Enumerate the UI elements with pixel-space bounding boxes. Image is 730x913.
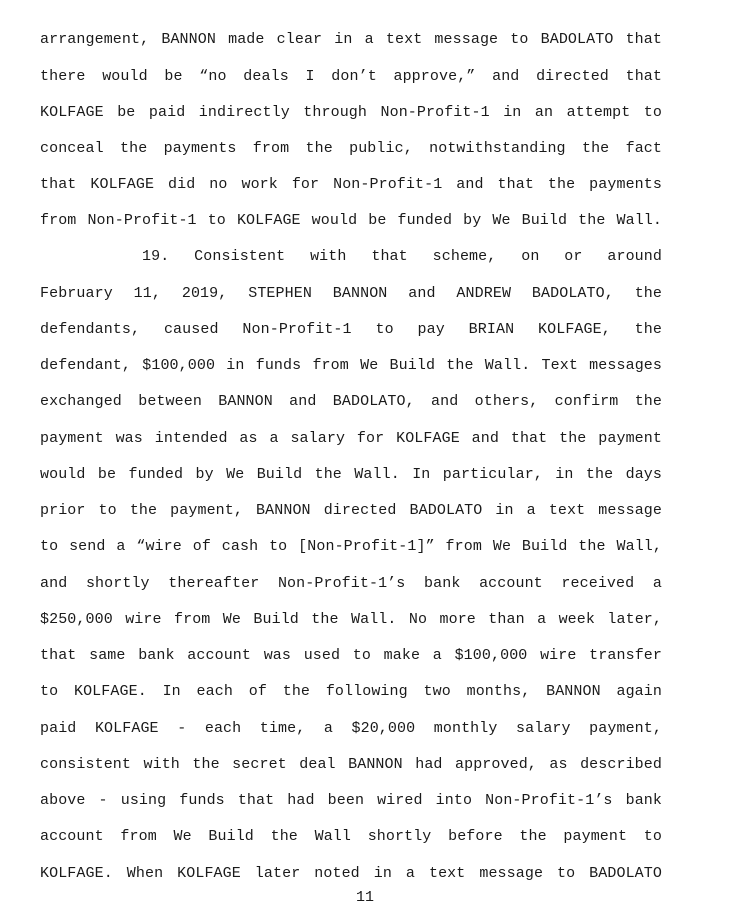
text-line: and shortly thereafter Non-Profit-1’s bank account received a (40, 575, 662, 592)
text-line: to send a “wire of cash to [Non-Profit-1]” from We Build the Wall, (40, 538, 662, 555)
text-line: would be funded by We Build the Wall. In particular, in the days (40, 466, 662, 483)
text-line: defendants, caused Non-Profit-1 to pay BRIAN KOLFAGE, the (40, 321, 662, 338)
text-line: KOLFAGE. When KOLFAGE later noted in a text message to BADOLATO (40, 865, 662, 882)
text-line: above - using funds that had been wired into Non-Profit-1’s bank (40, 792, 662, 809)
text-line: payment was intended as a salary for KOLFAGE and that the payment (40, 430, 662, 447)
text-line: consistent with the secret deal BANNON had approved, as described (40, 756, 662, 773)
text-line: prior to the payment, BANNON directed BADOLATO in a text message (40, 502, 662, 519)
text-line: that same bank account was used to make a $100,000 wire transfer (40, 647, 662, 664)
text-line: exchanged between BANNON and BADOLATO, and others, confirm the (40, 393, 662, 410)
text-line: that KOLFAGE did no work for Non-Profit-1 and that the payments (40, 176, 662, 193)
text-line: conceal the payments from the public, notwithstanding the fact (40, 140, 662, 157)
text-line: February 11, 2019, STEPHEN BANNON and ANDREW BADOLATO, the (40, 285, 662, 302)
text-line: account from We Build the Wall shortly before the payment to (40, 828, 662, 845)
text-line: $250,000 wire from We Build the Wall. No more than a week later, (40, 611, 662, 628)
page-number: 11 (355, 889, 374, 906)
text-line: there would be “no deals I don’t approve,” and directed that (40, 68, 662, 85)
text-line: defendant, $100,000 in funds from We Build the Wall. Text messages (40, 357, 662, 374)
text-line: KOLFAGE be paid indirectly through Non-Profit-1 in an attempt to (40, 104, 662, 121)
text-line: to KOLFAGE. In each of the following two months, BANNON again (40, 683, 662, 700)
paragraph-19-first-line: 19. Consistent with that scheme, on or around (142, 248, 662, 265)
text-line: arrangement, BANNON made clear in a text message to BADOLATO that (40, 31, 662, 48)
text-line: paid KOLFAGE - each time, a $20,000 monthly salary payment, (40, 720, 662, 737)
text-line: from Non-Profit-1 to KOLFAGE would be funded by We Build the Wall. (40, 212, 662, 229)
